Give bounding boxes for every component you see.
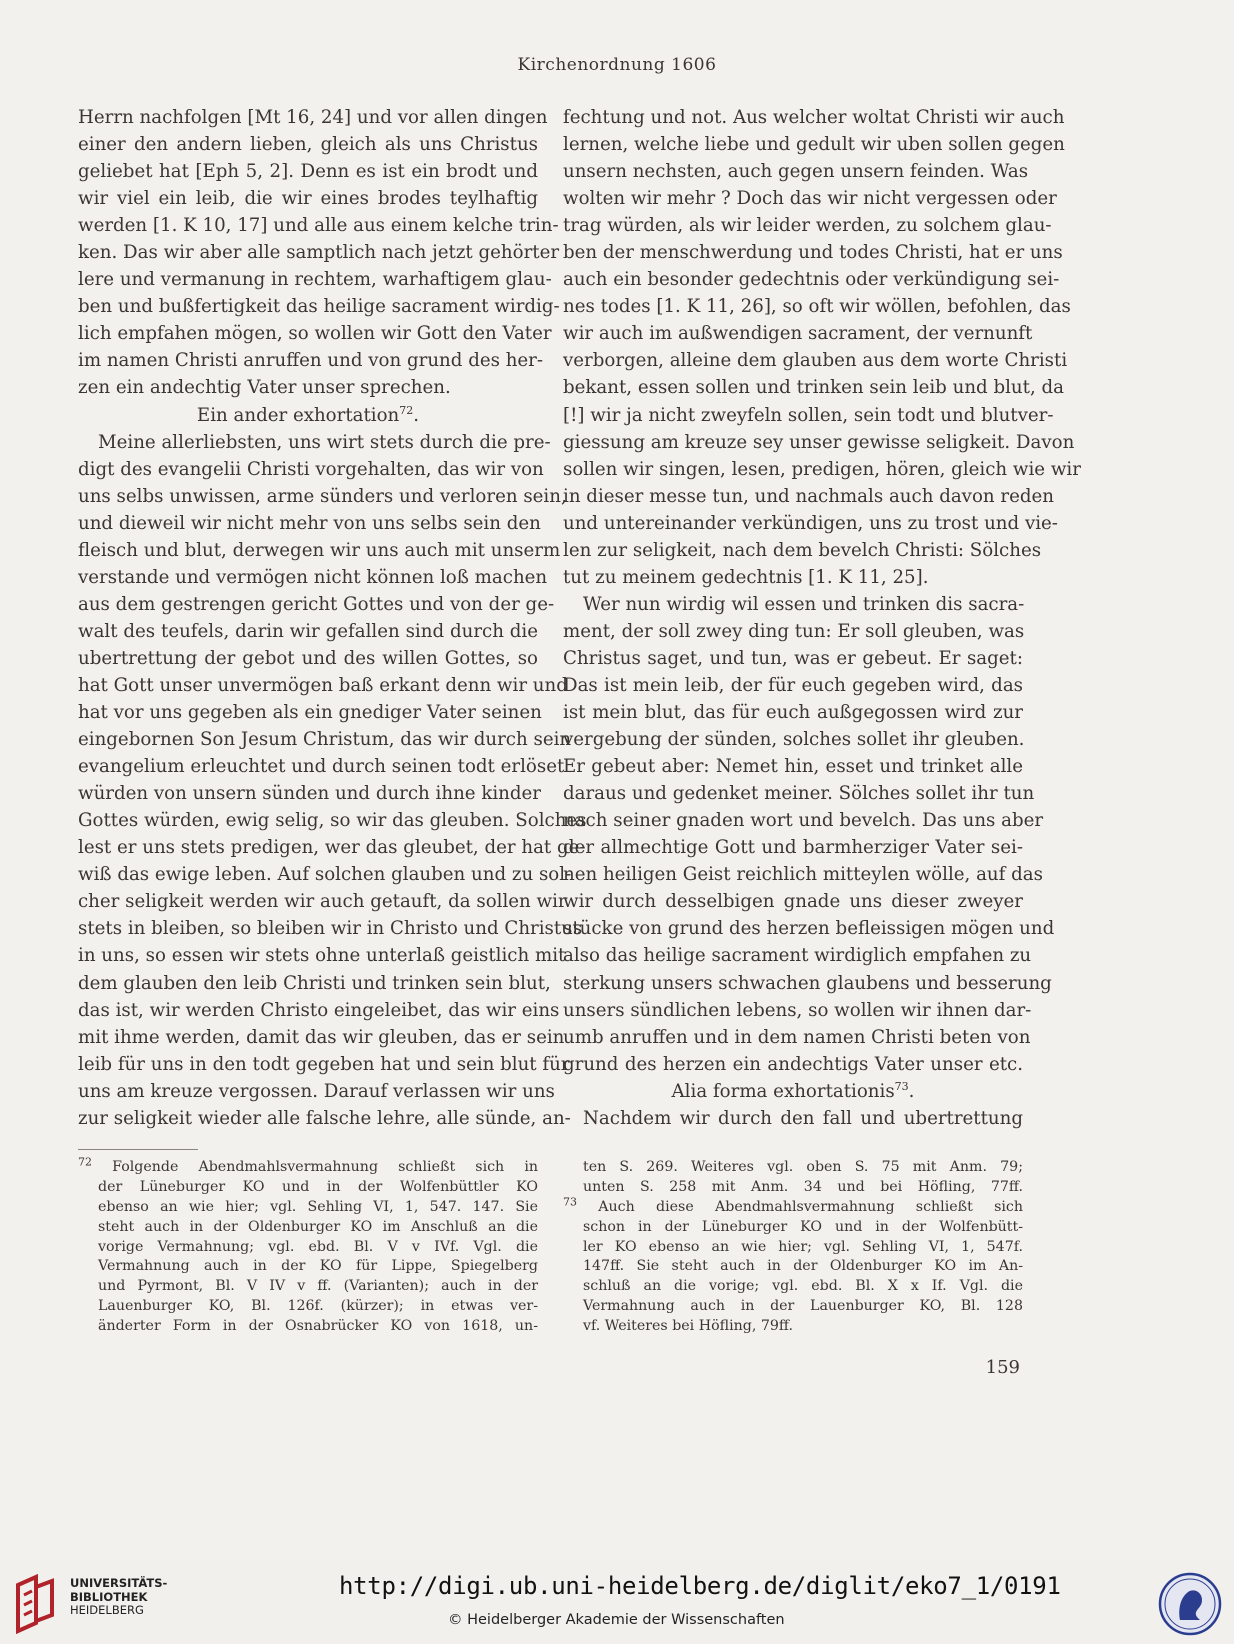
right-line-16 <box>563 510 1058 537</box>
line-text: sollen wir singen, lesen, predigen, hören, gleich wie wir <box>563 458 1081 480</box>
footnote-right-line-2 <box>563 1178 1023 1198</box>
footnote-marker: 72 <box>78 1155 92 1169</box>
line-text: in uns, so essen wir stets ohne unterlaß geistlich mit <box>78 945 566 967</box>
page-number: 159 <box>985 1357 1020 1378</box>
line-text: zur seligkeit wieder alle falsche lehre, alle sünde, an- <box>78 1107 571 1129</box>
footnote-right-line-9 <box>563 1317 1023 1337</box>
right-line-27 <box>563 807 1044 834</box>
line-text: Alia forma exhortationis <box>671 1080 895 1102</box>
left-line-12 <box>78 402 538 429</box>
footnote-marker: 73 <box>563 1195 577 1209</box>
right-line-7 <box>563 266 1060 293</box>
right-line-35 <box>563 1024 1031 1051</box>
left-line-24 <box>78 726 572 753</box>
line-text: lest er uns stets predigen, wer das gleubet, der hat ge- <box>78 837 586 859</box>
left-column <box>78 104 587 1132</box>
line-text: [!] wir ja nicht zweyfeln sollen, sein todt und blutver- <box>563 404 1054 426</box>
left-line-22 <box>78 672 568 699</box>
line-text: ben und bußfertigkeit das heilige sacrament wirdig- <box>78 296 560 318</box>
line-text: Nachdem wir durch den fall und ubertrettung <box>583 1107 1023 1129</box>
right-line-37 <box>563 1078 1023 1105</box>
line-text: grund des herzen ein andechtigs Vater unser etc. <box>563 1053 1023 1075</box>
library-line1: UNIVERSITÄTS- <box>70 1576 168 1590</box>
line-text: Vermahnung auch in der Lauenburger KO, Bl. 128 <box>583 1298 1023 1315</box>
right-line-21 <box>563 645 1023 672</box>
footnote-left-line-1 <box>78 1155 538 1178</box>
line-text: hat vor uns gegeben als ein gnediger Vater seinen <box>78 702 542 724</box>
right-line-30 <box>563 888 1023 915</box>
running-header: Kirchenordnung 1606 <box>517 55 717 75</box>
left-line-38 <box>78 1105 571 1132</box>
line-text: geliebet hat [Eph 5, 2]. Denn es ist ein brodt und <box>78 161 538 183</box>
line-text: schluß an die vorige; vgl. ebd. Bl. X x If. Vgl. die <box>583 1278 1023 1295</box>
right-line-17 <box>563 537 1042 564</box>
line-text: mit ihme werden, damit das wir gleuben, das er sein <box>78 1026 565 1048</box>
left-line-27 <box>78 807 587 834</box>
left-line-28 <box>78 834 586 861</box>
footnote-left-line-7 <box>78 1277 538 1297</box>
left-line-23 <box>78 699 542 726</box>
line-text: wiß das ewige leben. Auf solchen glauben und zu sol- <box>78 864 572 886</box>
left-line-5 <box>78 212 559 239</box>
line-text: daraus und gedenket meiner. Sölches sollet ihr tun <box>563 783 1035 805</box>
footnote-left-line-8 <box>78 1297 538 1317</box>
line-text: vorige Vermahnung; vgl. ebd. Bl. V v IVf. Vgl. die <box>98 1238 538 1255</box>
line-text: der Lüneburger KO und in der Wolfenbüttler KO <box>98 1178 538 1195</box>
line-text: das ist, wir werden Christo eingeleibet, das wir eins <box>78 999 560 1021</box>
right-line-8 <box>563 293 1071 320</box>
line-text: lere und vermanung in rechtem, warhaftigem glau- <box>78 269 552 291</box>
right-line-22 <box>563 672 1023 699</box>
line-text: uns selbs unwissen, arme sünders und verloren sein, <box>78 485 567 507</box>
line-tail: . <box>413 404 420 426</box>
footnote-left-line-4 <box>78 1218 538 1238</box>
footnotes-left <box>78 1155 538 1337</box>
line-text: Meine allerliebsten, uns wirt stets durch die pre- <box>98 431 551 453</box>
right-line-28 <box>563 834 1023 861</box>
line-text: ebenso an wie hier; vgl. Sehling VI, 1, 547. 147. Sie <box>98 1198 538 1215</box>
right-line-36 <box>563 1051 1023 1078</box>
left-line-36 <box>78 1051 570 1078</box>
left-line-8 <box>78 293 560 320</box>
footnote-left-line-9 <box>78 1317 538 1337</box>
line-text: dem glauben den leib Christi und trinken sein blut, <box>78 972 551 994</box>
left-line-21 <box>78 645 538 672</box>
footnote-right-line-8 <box>563 1297 1023 1317</box>
line-text: ment, der soll zwey ding tun: Er soll gleuben, was <box>563 620 1025 642</box>
line-text: cher seligkeit werden wir auch getauft, da sollen wir <box>78 891 567 913</box>
line-text: Herrn nachfolgen [Mt 16, 24] und vor allen dingen <box>78 107 548 128</box>
left-line-15 <box>78 483 567 510</box>
line-text: ben der menschwerdung und todes Christi, hat er uns <box>563 242 1063 264</box>
right-line-5 <box>563 212 1052 239</box>
line-text: unsers sündlichen lebens, so wollen wir ihnen dar- <box>563 999 1032 1021</box>
line-text: lernen, welche liebe und gedult wir uben sollen gegen <box>563 134 1065 156</box>
left-line-34 <box>78 997 560 1024</box>
right-line-20 <box>563 618 1023 645</box>
right-line-24 <box>563 726 1023 753</box>
line-text: würden von unsern sünden und durch ihne kinder <box>78 783 541 805</box>
line-text: Christus saget, und tun, was er gebeut. Er saget: <box>563 647 1023 669</box>
line-text: Ein ander exhortation <box>196 404 400 426</box>
line-text: im namen Christi anruffen und von grund des her- <box>78 350 544 372</box>
left-line-32 <box>78 942 566 969</box>
copyright-notice: © Heidelberger Akademie der Wissenschaften <box>448 1612 785 1628</box>
right-line-13 <box>563 429 1075 456</box>
right-line-15 <box>563 483 1054 510</box>
line-text: Auch diese Abendmahlsvermahnung schließt sich <box>577 1198 1023 1215</box>
line-text: nach seiner gnaden wort und bevelch. Das uns aber <box>563 810 1044 832</box>
line-text: unsern nechsten, auch gegen unsern feinden. Was <box>563 161 1029 183</box>
line-text: Wer nun wirdig wil essen und trinken dis sacra- <box>583 593 1025 615</box>
right-line-32 <box>563 942 1032 969</box>
line-text: Das ist mein leib, der für euch gegeben wird, das <box>563 674 1023 696</box>
right-line-6 <box>563 239 1063 266</box>
right-line-25 <box>563 753 1023 780</box>
library-line3: HEIDELBERG <box>70 1603 144 1617</box>
library-logo-icon <box>14 1575 58 1633</box>
line-text: vf. Weiteres bei Höfling, 79ff. <box>583 1318 794 1335</box>
footer-bar <box>0 1560 1234 1644</box>
line-text: Folgende Abendmahlsvermahnung schließt sich in <box>92 1159 538 1175</box>
footnote-right-line-7 <box>563 1277 1023 1297</box>
footnote-right-line-4 <box>563 1218 1023 1238</box>
line-text: vergebung der sünden, solches sollet ihr gleuben. <box>563 729 1025 751</box>
left-line-14 <box>78 456 544 483</box>
left-line-10 <box>78 347 544 374</box>
line-text: umb anruffen und in dem namen Christi beten von <box>563 1026 1031 1048</box>
line-text: Vermahnung auch in der KO für Lippe, Spiegelberg <box>98 1258 538 1275</box>
line-text: stets in bleiben, so bleiben wir in Christo und Christus <box>78 918 583 940</box>
line-text: nen heiligen Geist reichlich mitteylen wölle, auf das <box>563 864 1043 886</box>
academy-seal-icon <box>1158 1572 1222 1636</box>
right-line-18 <box>563 564 1023 591</box>
line-text: fleisch und blut, derwegen wir uns auch mit unserm <box>78 539 561 561</box>
left-line-19 <box>78 591 555 618</box>
left-line-7 <box>78 266 552 293</box>
right-line-34 <box>563 997 1032 1024</box>
line-text: lich empfahen mögen, so wollen wir Gott den Vater <box>78 323 552 345</box>
right-line-19 <box>563 591 1023 618</box>
left-line-6 <box>78 239 560 266</box>
line-text: der allmechtige Gott und barmherziger Vater sei- <box>563 837 1023 859</box>
line-text: walt des teufels, darin wir gefallen sind durch die <box>78 620 538 642</box>
left-line-29 <box>78 861 572 888</box>
right-line-3 <box>563 158 1029 185</box>
line-text: uns am kreuze vergossen. Darauf verlassen wir uns <box>78 1080 555 1102</box>
right-column <box>563 104 1081 1132</box>
line-text: und Pyrmont, Bl. V IV v ff. (Varianten); auch in der <box>98 1278 538 1295</box>
line-text: wir auch im außwendigen sacrament, der vernunft <box>563 323 1033 345</box>
line-text: ler KO ebenso an wie hier; vgl. Sehling VI, 1, 547f. <box>583 1238 1023 1255</box>
line-text: in dieser messe tun, und nachmals auch davon reden <box>563 485 1054 507</box>
line-text: nes todes [1. K 11, 26], so oft wir wöllen, befohlen, das <box>563 296 1071 318</box>
footnote-right-line-5 <box>563 1238 1023 1258</box>
left-line-30 <box>78 888 567 915</box>
footnote-left-line-5 <box>78 1238 538 1258</box>
line-text: hat Gott unser unvermögen baß erkant denn wir und <box>78 674 568 696</box>
line-text: Lauenburger KO, Bl. 126f. (kürzer); in etwas ver- <box>98 1298 538 1315</box>
line-text: aus dem gestrengen gericht Gottes und von der ge- <box>78 593 555 615</box>
line-text: unten S. 258 mit Anm. 34 und bei Höfling, 77ff. <box>583 1178 1023 1195</box>
library-logo[interactable] <box>14 1575 174 1635</box>
library-line2: BIBLIOTHEK <box>70 1589 148 1604</box>
left-line-16 <box>78 510 541 537</box>
line-text: ken. Das wir aber alle samptlich nach jetzt gehörter <box>78 242 560 264</box>
line-text: stücke von grund des herzen befleissigen mögen und <box>563 918 1055 940</box>
left-line-4 <box>78 185 538 212</box>
line-text: Gottes würden, ewig selig, so wir das gleuben. Solches <box>78 810 587 832</box>
right-line-4 <box>563 185 1057 212</box>
line-text: also das heilige sacrament wirdiglich empfahen zu <box>563 945 1032 967</box>
line-text: tut zu meinem gedechtnis [1. K 11, 25]. <box>563 566 929 588</box>
line-text: giessung am kreuze sey unser gewisse seligkeit. Davon <box>563 431 1075 453</box>
line-text: trag würden, als wir leider werden, zu solchem glau- <box>563 215 1052 237</box>
line-text: ten S. 269. Weiteres vgl. oben S. 75 mit Anm. 79; <box>583 1159 1023 1175</box>
left-line-1 <box>78 104 548 131</box>
line-text: werden [1. K 10, 17] und alle aus einem kelche trin- <box>78 215 559 237</box>
right-line-12 <box>563 402 1054 429</box>
left-line-37 <box>78 1078 555 1105</box>
line-text: fechtung und not. Aus welcher woltat Christi wir auch <box>563 107 1065 128</box>
line-text: wir durch desselbigen gnade uns dieser zweyer <box>563 891 1023 913</box>
right-line-23 <box>563 699 1023 726</box>
footnote-right-line-6 <box>563 1257 1023 1277</box>
footnote-left-line-3 <box>78 1198 538 1218</box>
line-text: wir viel ein leib, die wir eines brodes teylhaftig <box>78 188 538 210</box>
line-text: ist mein blut, das für euch außgegossen wird zur <box>563 702 1023 724</box>
left-line-33 <box>78 970 551 997</box>
line-text: Er gebeut aber: Nemet hin, esset und trinket alle <box>563 756 1023 778</box>
left-line-31 <box>78 915 583 942</box>
right-line-1 <box>563 104 1065 131</box>
line-text: ubertrettung der gebot und des willen Gottes, so <box>78 647 538 669</box>
left-line-11 <box>78 374 538 401</box>
footnote-left-line-6 <box>78 1257 538 1277</box>
footnote-reference[interactable]: 73 <box>894 1079 909 1093</box>
footnote-reference[interactable]: 72 <box>399 403 414 417</box>
left-line-17 <box>78 537 561 564</box>
right-line-33 <box>563 970 1052 997</box>
footnote-left-line-2 <box>78 1178 538 1198</box>
left-line-13 <box>78 429 551 456</box>
right-line-26 <box>563 780 1035 807</box>
right-line-10 <box>563 347 1068 374</box>
line-text: verborgen, alleine dem glauben aus dem worte Christi <box>563 350 1068 372</box>
footnote-rule <box>78 1149 198 1150</box>
right-line-31 <box>563 915 1055 942</box>
line-text: wolten wir mehr ? Doch das wir nicht vergessen oder <box>563 188 1057 210</box>
right-line-29 <box>563 861 1043 888</box>
line-text: leib für uns in den todt gegeben hat und sein blut für <box>78 1053 570 1075</box>
left-line-18 <box>78 564 548 591</box>
left-line-2 <box>78 131 538 158</box>
line-text: evangelium erleuchtet und durch seinen todt erlöset <box>78 756 565 778</box>
line-text: sterkung unsers schwachen glaubens und besserung <box>563 972 1052 994</box>
right-line-11 <box>563 374 1064 401</box>
left-line-26 <box>78 780 541 807</box>
line-text: steht auch in der Oldenburger KO im Anschluß an die <box>98 1218 538 1235</box>
permalink-url[interactable]: http://digi.ub.uni-heidelberg.de/diglit/eko7_1/0191 <box>339 1572 1061 1600</box>
line-text: verstande und vermögen nicht können loß machen <box>78 566 548 588</box>
line-text: einer den andern lieben, gleich als uns Christus <box>78 134 538 156</box>
line-text: eingebornen Son Jesum Christum, das wir durch sein <box>78 729 572 751</box>
right-line-2 <box>563 131 1065 158</box>
footnotes-right <box>563 1158 1023 1337</box>
line-text: änderter Form in der Osnabrücker KO von 1618, un- <box>98 1318 538 1335</box>
right-line-38 <box>563 1105 1023 1132</box>
line-tail: . <box>908 1080 915 1102</box>
line-text: bekant, essen sollen und trinken sein leib und blut, da <box>563 377 1064 399</box>
left-line-20 <box>78 618 538 645</box>
left-line-3 <box>78 158 538 185</box>
line-text: 147ff. Sie steht auch in der Oldenburger KO im An- <box>583 1258 1023 1275</box>
line-text: digt des evangelii Christi vorgehalten, das wir von <box>78 458 544 480</box>
footnote-right-line-3 <box>563 1195 1023 1218</box>
line-text: schon in der Lüneburger KO und in der Wolfenbütt- <box>583 1218 1023 1235</box>
right-line-9 <box>563 320 1033 347</box>
right-line-14 <box>563 456 1081 483</box>
left-line-9 <box>78 320 552 347</box>
left-line-25 <box>78 753 565 780</box>
line-text: zen ein andechtig Vater unser sprechen. <box>78 377 451 399</box>
line-text: len zur seligkeit, nach dem bevelch Christi: Sölches <box>563 539 1042 561</box>
line-text: und untereinander verkündigen, uns zu trost und vie- <box>563 512 1058 534</box>
line-text: und dieweil wir nicht mehr von uns selbs sein den <box>78 512 541 534</box>
footnote-right-line-1 <box>563 1158 1023 1178</box>
left-line-35 <box>78 1024 565 1051</box>
library-name <box>70 1577 167 1618</box>
line-text: auch ein besonder gedechtnis oder verkündigung sei- <box>563 269 1060 291</box>
